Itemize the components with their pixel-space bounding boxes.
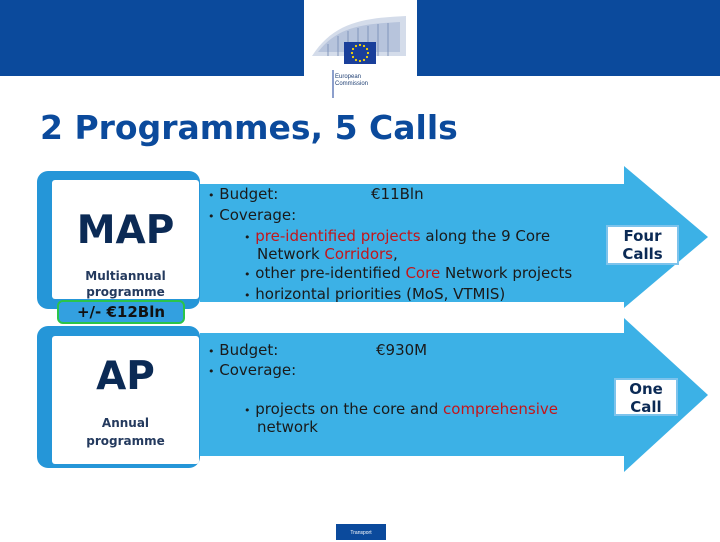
map-item1-line2 [257,244,398,264]
ap-acronym: AP [96,354,155,399]
footer-transport-tag: Transport [336,524,386,540]
bullet-dot: • [208,210,215,223]
ap-item1-part2: comprehensive [443,400,558,418]
bullet-dot: • [244,404,251,417]
ap-subtitle [52,414,199,450]
map-item1-part2: along the 9 Core [420,227,551,245]
ap-subtitle-line1: Annual [101,416,150,430]
one-call-line1: One [629,380,663,398]
ap-budget-value: €930M [376,341,428,359]
map-coverage-label: Coverage: [219,206,297,224]
map-budget-value: €11Bln [371,185,424,203]
map-acronym: MAP [76,208,175,253]
one-call-box [614,378,678,416]
map-coverage-line [208,205,296,227]
map-item1-part1: pre-identified projects [255,227,421,245]
map-item2-part3: Network projects [440,264,573,282]
map-item1-line2-part3: , [392,245,398,263]
map-subtitle-line2: programme [86,285,165,299]
four-calls-box [606,225,679,265]
bullet-dot: • [208,345,215,358]
map-subtitle [52,268,199,300]
map-item2 [244,263,572,285]
ap-coverage-line [208,360,296,382]
page-title: 2 Programmes, 5 Calls [40,108,458,147]
ap-budget-line [208,340,278,362]
map-budget-label: Budget: [219,185,279,203]
bullet-dot: • [244,289,251,302]
logo-text: European Commission [335,74,369,87]
bullet-dot: • [244,268,251,281]
map-subtitle-line1: Multiannual [85,269,166,283]
map-item2-part2: Core [405,264,441,282]
map-budget-line [208,184,278,206]
map-panel [52,180,199,299]
bullet-dot: • [244,231,251,244]
total-budget-badge: +/- €12Bln [57,300,185,324]
ap-coverage-label: Coverage: [219,361,297,379]
ap-item1-part1: projects on the core and [255,400,444,418]
map-item1-line2-part2: Corridors [324,245,393,263]
map-item3-text: horizontal priorities (MoS, VTMIS) [255,285,506,303]
ap-subtitle-line2: programme [86,434,165,448]
map-item1-line2-part1: Network [257,245,325,263]
four-calls-line1: Four [623,227,662,245]
map-item3 [244,284,505,306]
four-calls-line2: Calls [622,245,663,263]
ap-budget-label: Budget: [219,341,279,359]
bullet-dot: • [208,189,215,202]
one-call-line2: Call [630,398,662,416]
map-item2-part1: other pre-identified [255,264,406,282]
bullet-dot: • [208,365,215,378]
ap-item1-line2: network [257,418,318,436]
ap-panel [52,336,199,464]
